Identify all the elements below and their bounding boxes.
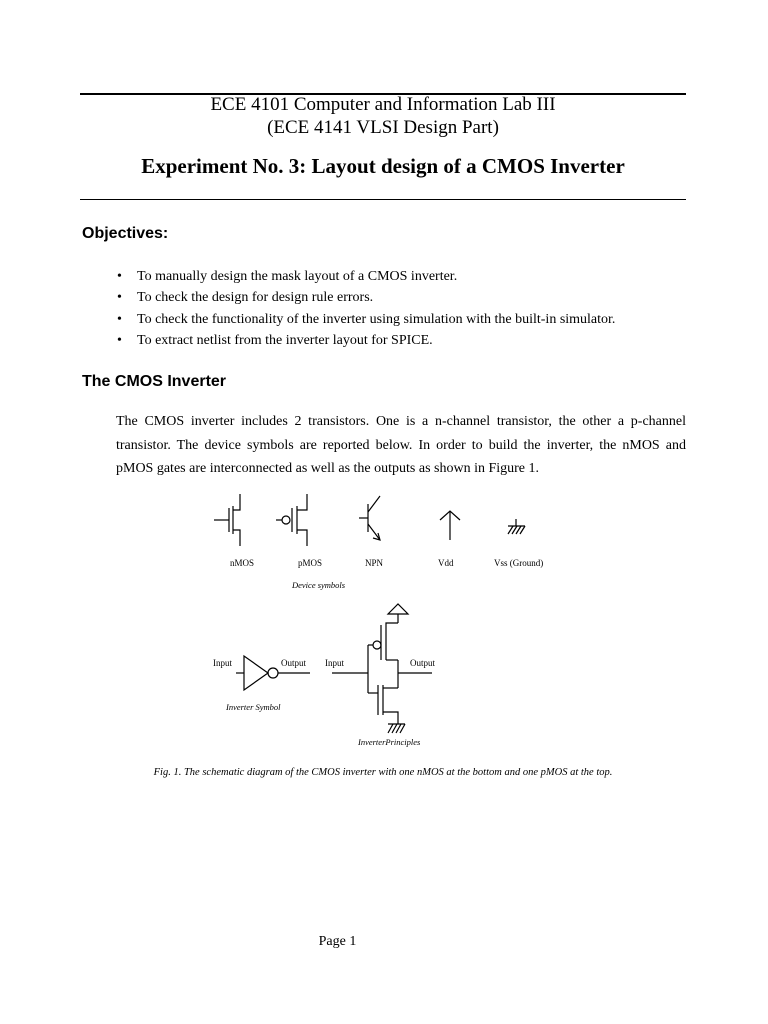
inverter-principles-output-label: Output — [410, 658, 436, 668]
vdd-symbol-icon — [440, 511, 460, 540]
label-nmos: nMOS — [230, 558, 255, 568]
objective-item-1: • To manually design the mask layout of a CMOS inverter. — [117, 266, 615, 287]
device-symbols-caption: Device symbols — [292, 580, 346, 590]
ground-symbol-icon — [508, 519, 525, 534]
page-number: Page 1 — [318, 934, 357, 949]
course-title-line1: ECE 4101 Computer and Information Lab III — [210, 94, 556, 115]
objectives-heading: Objectives: — [82, 225, 169, 242]
experiment-title: Experiment No. 3: Layout design of a CMOS Inverter — [141, 154, 625, 178]
inverter-principles-caption: InverterPrinciples — [358, 737, 421, 747]
label-vss: Vss (Ground) — [494, 558, 544, 568]
cmos-inverter-paragraph: The CMOS inverter includes 2 transistors. One is a n-channel transistor, the other a p-channel transistor. The device symbols are reported below. In order to build the inverter, the nMOS and pMOS gates are interconnected as well as the outputs as shown in Figure 1. — [116, 414, 686, 476]
pmos-symbol-icon — [276, 494, 307, 546]
inverter-symbol-input-label: Input — [213, 658, 232, 668]
figure-caption: Fig. 1. The schematic diagram of the CMOS inverter with one nMOS at the bottom and one pMOS at the top. — [153, 767, 613, 778]
inverter-symbol-output-label: Output — [281, 658, 307, 668]
objective-item-4: • To extract netlist from the inverter layout for SPICE. — [117, 330, 615, 351]
label-vdd: Vdd — [438, 558, 454, 568]
npn-symbol-icon — [359, 496, 380, 540]
inverter-principles-schematic — [332, 604, 432, 733]
cmos-inverter-heading: The CMOS Inverter — [82, 373, 227, 390]
objective-item-3: • To check the functionality of the inverter using simulation with the built-in simulator. — [117, 309, 615, 330]
label-npn: NPN — [365, 558, 384, 568]
objective-item-2: • To check the design for design rule errors. — [117, 287, 615, 308]
label-pmos: pMOS — [298, 558, 323, 568]
course-title-line2: (ECE 4141 VLSI Design Part) — [267, 117, 499, 138]
inverter-principles-input-label: Input — [325, 658, 344, 668]
nmos-symbol-icon — [214, 494, 240, 546]
inverter-symbol-caption: Inverter Symbol — [226, 702, 281, 712]
